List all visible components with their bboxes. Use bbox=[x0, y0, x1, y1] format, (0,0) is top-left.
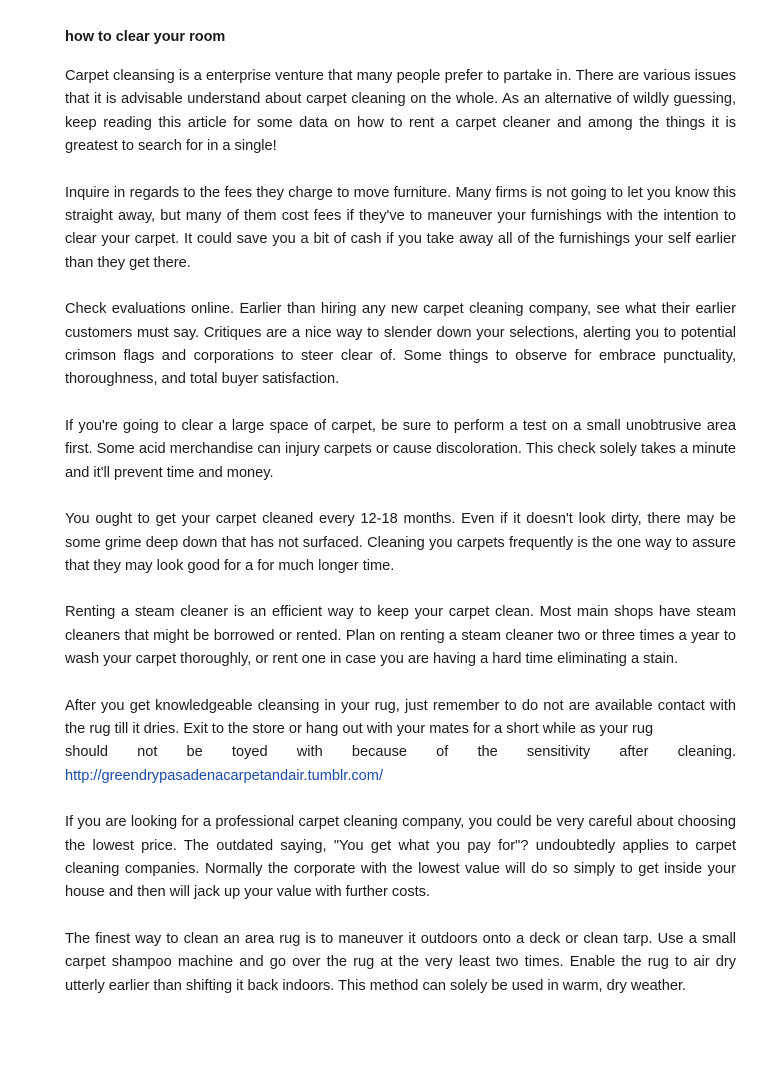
blog-link[interactable]: http://greendrypasadenacarpetandair.tumblr.com/ bbox=[65, 767, 384, 784]
document-title: how to clear your room bbox=[65, 29, 226, 45]
paragraph-6: Renting a steam cleaner is an efficient way to keep your carpet clean. Most main shops have steam cleaners that might be borrowed or rented. Plan on renting a steam cleaner two or three times a year to wash your carpet thoroughly, or rent one in case you are having a hard time eliminating a stain. bbox=[65, 604, 736, 668]
paragraph-1: Carpet cleansing is a enterprise venture that many people prefer to partake in. There are various issues that it is advisable understand about carpet cleaning on the whole. As an alternative of wildly guessing, keep reading this article for some data on how to rent a carpet cleaner and among the things it is greatest to search for in a single! bbox=[65, 68, 736, 155]
paragraph-7 bbox=[65, 695, 736, 789]
paragraph-2: Inquire in regards to the fees they charge to move furniture. Many firms is not going to let you know this straight away, but many of them cost fees if they've to maneuver your furnishings with the intention to clear your carpet. It could save you a bit of cash if you take away all of the furnishings your self earlier than they get there. bbox=[65, 184, 736, 271]
paragraph-5: You ought to get your carpet cleaned every 12-18 months. Even if it doesn't look dirty, there may be some grime deep down that has not surfaced. Cleaning you carpets frequently is the one way to assure that they may look good for a for much longer time. bbox=[65, 511, 736, 574]
paragraph-9: The finest way to clean an area rug is to maneuver it outdoors onto a deck or clean tarp. Use a small carpet shampoo machine and go over the rug at the very least two times. Enable the rug to air dry utterly earlier than shifting it back indoors. This method can solely be used in warm, dry weather. bbox=[65, 930, 736, 994]
paragraph-7-text: After you get knowledgeable cleansing in your rug, just remember to do not are available contact with the rug till it dries. Exit to the store or hang out with your mates for a short while as your rug bbox=[65, 697, 736, 737]
document-page bbox=[65, 27, 736, 1021]
paragraph-7-spaced-line: should not be toyed with because of the sensitivity after cleaning. bbox=[65, 744, 736, 761]
paragraph-8: If you are looking for a professional carpet cleaning company, you could be very careful about choosing the lowest price. The outdated saying, "You get what you pay for"? undoubtedly applies to carpet cleaning companies. Normally the corporate with the lowest value will do so simply to get inside your house and then will jack up your value with further costs. bbox=[65, 814, 736, 901]
paragraph-4: If you're going to clear a large space of carpet, be sure to perform a test on a small unobtrusive area first. Some acid merchandise can injury carpets or cause discoloration. This check solely takes a minute and it'll prevent time and money. bbox=[65, 417, 736, 481]
paragraph-3: Check evaluations online. Earlier than hiring any new carpet cleaning company, see what their earlier customers must say. Critiques are a nice way to slender down your selections, alerting you to potential crimson flags and corporations to steer clear of. Some things to observe for embrace punctuality, thoroughness, and total buyer satisfaction. bbox=[65, 301, 736, 388]
